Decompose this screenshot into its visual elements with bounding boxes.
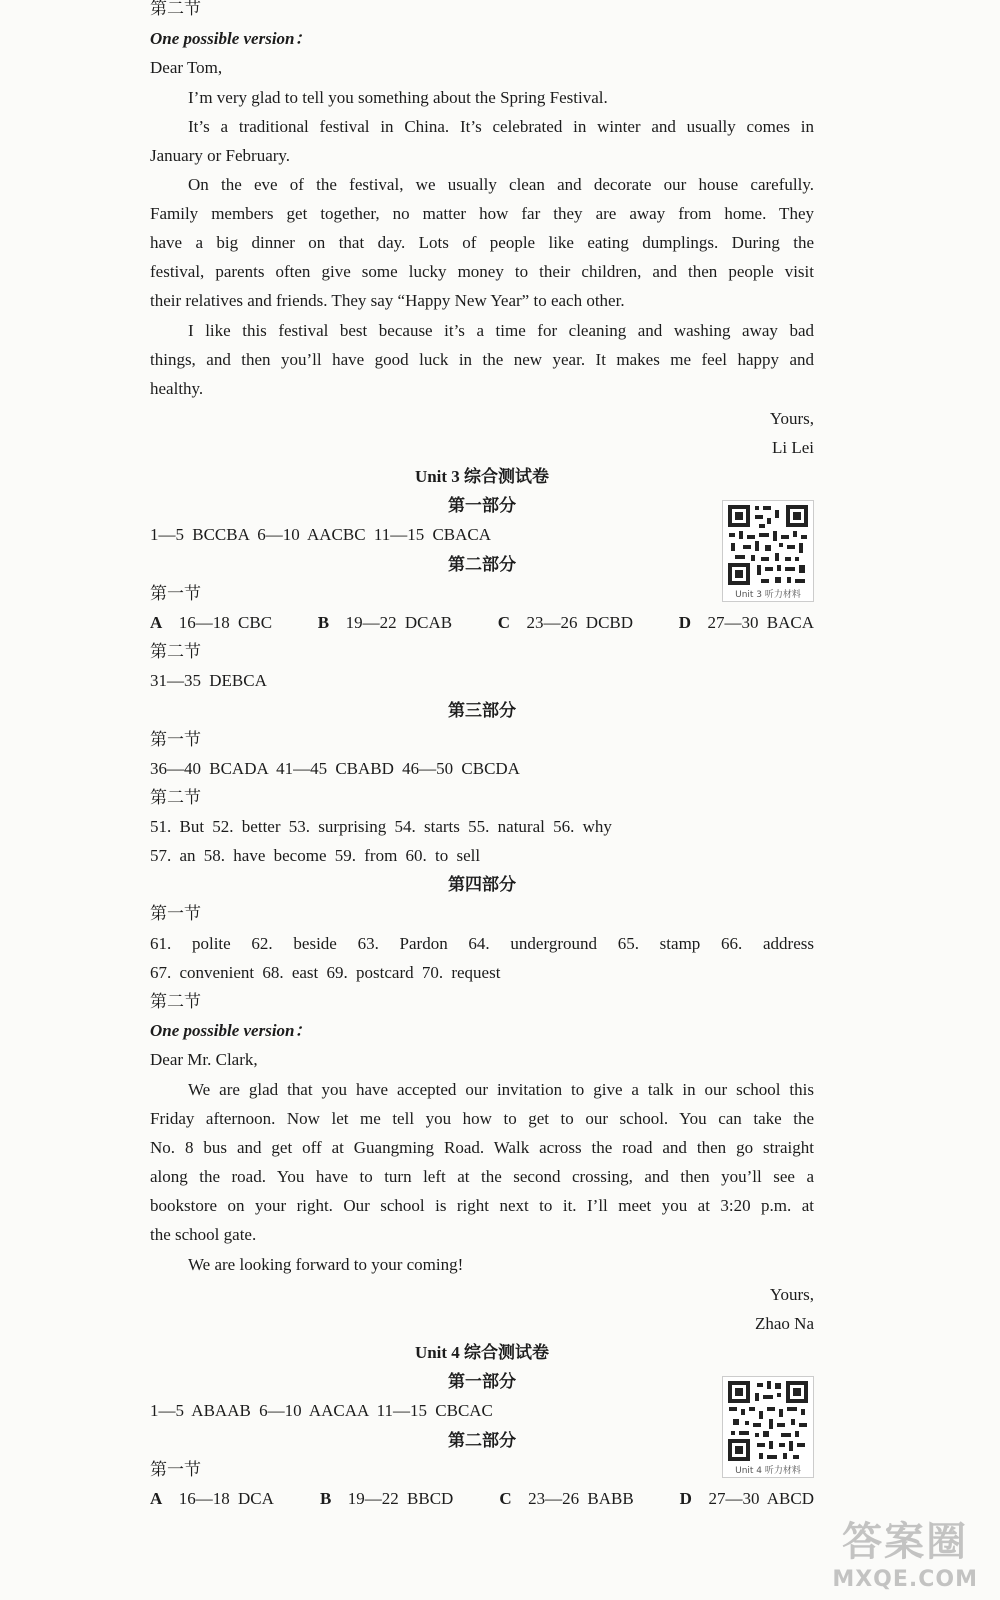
unit4-qr-code[interactable] — [722, 1376, 814, 1478]
unit3-qr-code[interactable] — [722, 500, 814, 602]
qr-code-icon — [723, 1377, 813, 1465]
unit4-part1-answers: 1—5 ABAAB 6—10 AACAA 11—15 CBCAC — [150, 1401, 493, 1420]
qr-caption: Unit 4 听力材料 — [735, 1466, 801, 1476]
letter1-paragraph: Family members get together, no matter how far they are away from home. They — [150, 204, 814, 223]
unit4-part2-s1-answers — [150, 1488, 814, 1510]
unit3-part3-s2-answers: 57. an 58. have become 59. from 60. to sell — [150, 846, 481, 865]
letter2-paragraph: We are glad that you have accepted our invitation to give a talk in our school this — [188, 1080, 814, 1099]
letter2-closing: Yours, — [769, 1285, 814, 1304]
letter2-paragraph: bookstore on your right. Our school is right next to it. I’ll meet you at 3:20 p.m. at — [150, 1196, 814, 1215]
letter2-signature: Zhao Na — [754, 1314, 814, 1333]
unit3-part4-heading: 第四部分 — [448, 875, 516, 894]
unit4-part2-heading: 第二部分 — [448, 1431, 516, 1450]
unit4-part1-heading: 第一部分 — [448, 1372, 516, 1391]
letter1-closing: Yours, — [769, 409, 814, 428]
letter2-paragraph: along the road. You have to turn left at the second crossing, and then you’ll see a — [150, 1167, 814, 1186]
unit3-part3-s1-heading: 第一节 — [150, 730, 201, 749]
letter1-paragraph: have a big dinner on that day. Lots of people like eating dumplings. During the — [150, 233, 814, 252]
unit3-part4-s1-answers: 67. convenient 68. east 69. postcard 70. request — [150, 963, 501, 982]
letter2-paragraph: the school gate. — [150, 1225, 257, 1244]
group-answers: 16—18 DCA — [178, 1489, 274, 1508]
group-answers: 27—30 BACA — [707, 613, 814, 632]
unit3-part3-s2-answers: 51. But 52. better 53. surprising 54. starts 55. natural 56. why — [150, 817, 612, 836]
unit3-part3-heading: 第三部分 — [448, 701, 516, 720]
unit3-part3-s1-answers: 36—40 BCADA 41—45 CBABD 46—50 CBCDA — [150, 759, 520, 778]
group-label: B — [317, 613, 330, 632]
letter1-paragraph: January or February. — [150, 146, 291, 165]
unit4-title: Unit 4 综合测试卷 — [414, 1343, 550, 1362]
group-answers: 27—30 ABCD — [708, 1489, 814, 1508]
unit4-section1-heading: 第一节 — [150, 1460, 201, 1479]
group-label: A — [150, 613, 163, 632]
group-answers: 19—22 DCAB — [345, 613, 453, 632]
group-label: C — [497, 613, 511, 632]
unit3-title: Unit 3 综合测试卷 — [414, 467, 550, 486]
letter1-paragraph: festival, parents often give some lucky money to their children, and then people visit — [150, 262, 814, 281]
letter1-paragraph: their relatives and friends. They say “Happy New Year” to each other. — [150, 291, 625, 310]
group-answers: 23—26 DCBD — [526, 613, 634, 632]
unit3-part2-s1-answers — [150, 612, 814, 634]
group-label: C — [499, 1489, 512, 1508]
watermark-bottom: MXQE.COM — [832, 1567, 978, 1592]
unit3-part3-s2-heading: 第二节 — [150, 788, 201, 807]
letter1-paragraph: I’m very glad to tell you something about the Spring Festival. — [188, 88, 608, 107]
letter1-paragraph: On the eve of the festival, we usually clean and decorate our house carefully. — [188, 175, 814, 194]
letter1-paragraph: healthy. — [150, 379, 204, 398]
unit3-part1-answers: 1—5 BCCBA 6—10 AACBC 11—15 CBACA — [150, 525, 492, 544]
watermark-logo — [832, 1510, 978, 1592]
group-label: A — [150, 1489, 163, 1508]
letter2-salutation: Dear Mr. Clark, — [150, 1050, 258, 1069]
unit3-part2-s2-answers: 31—35 DEBCA — [150, 671, 267, 690]
watermark-top: 答案圈 — [842, 1519, 969, 1565]
version-label: One possible version： — [150, 29, 312, 48]
qr-code-icon — [723, 501, 813, 589]
letter1-paragraph: things, and then you’ll have good luck in the new year. It makes me feel happy and — [150, 350, 814, 369]
letter1-paragraph: It’s a traditional festival in China. It’s celebrated in winter and usually comes in — [188, 117, 814, 136]
letter2-paragraph: No. 8 bus and get off at Guangming Road. Walk across the road and then go straight — [150, 1138, 814, 1157]
group-label: B — [319, 1489, 332, 1508]
group-answers: 23—26 BABB — [528, 1489, 634, 1508]
version-label: One possible version： — [150, 1021, 312, 1040]
qr-caption: Unit 3 听力材料 — [735, 590, 801, 600]
unit3-part2-heading: 第二部分 — [448, 555, 516, 574]
unit3-section1-heading: 第一节 — [150, 584, 201, 603]
unit3-part1-heading: 第一部分 — [448, 496, 516, 515]
unit3-part4-s1-answers: 61. polite 62. beside 63. Pardon 64. underground 65. stamp 66. address — [150, 934, 814, 953]
letter1-signature: Li Lei — [771, 438, 814, 457]
group-label: D — [679, 1489, 692, 1508]
section-heading: 第二节 — [150, 0, 201, 18]
group-answers: 16—18 CBC — [178, 613, 273, 632]
group-answers: 19—22 BBCD — [347, 1489, 454, 1508]
letter2-paragraph: Friday afternoon. Now let me tell you how to get to our school. You can take the — [150, 1109, 814, 1128]
group-label: D — [678, 613, 691, 632]
letter1-salutation: Dear Tom, — [150, 58, 223, 77]
unit3-section2-heading: 第二节 — [150, 642, 201, 661]
unit3-part4-s1-heading: 第一节 — [150, 904, 201, 923]
unit3-part4-s2-heading: 第二节 — [150, 992, 201, 1011]
letter1-paragraph: I like this festival best because it’s a time for cleaning and washing away bad — [188, 321, 814, 340]
letter2-paragraph: We are looking forward to your coming! — [188, 1255, 464, 1274]
